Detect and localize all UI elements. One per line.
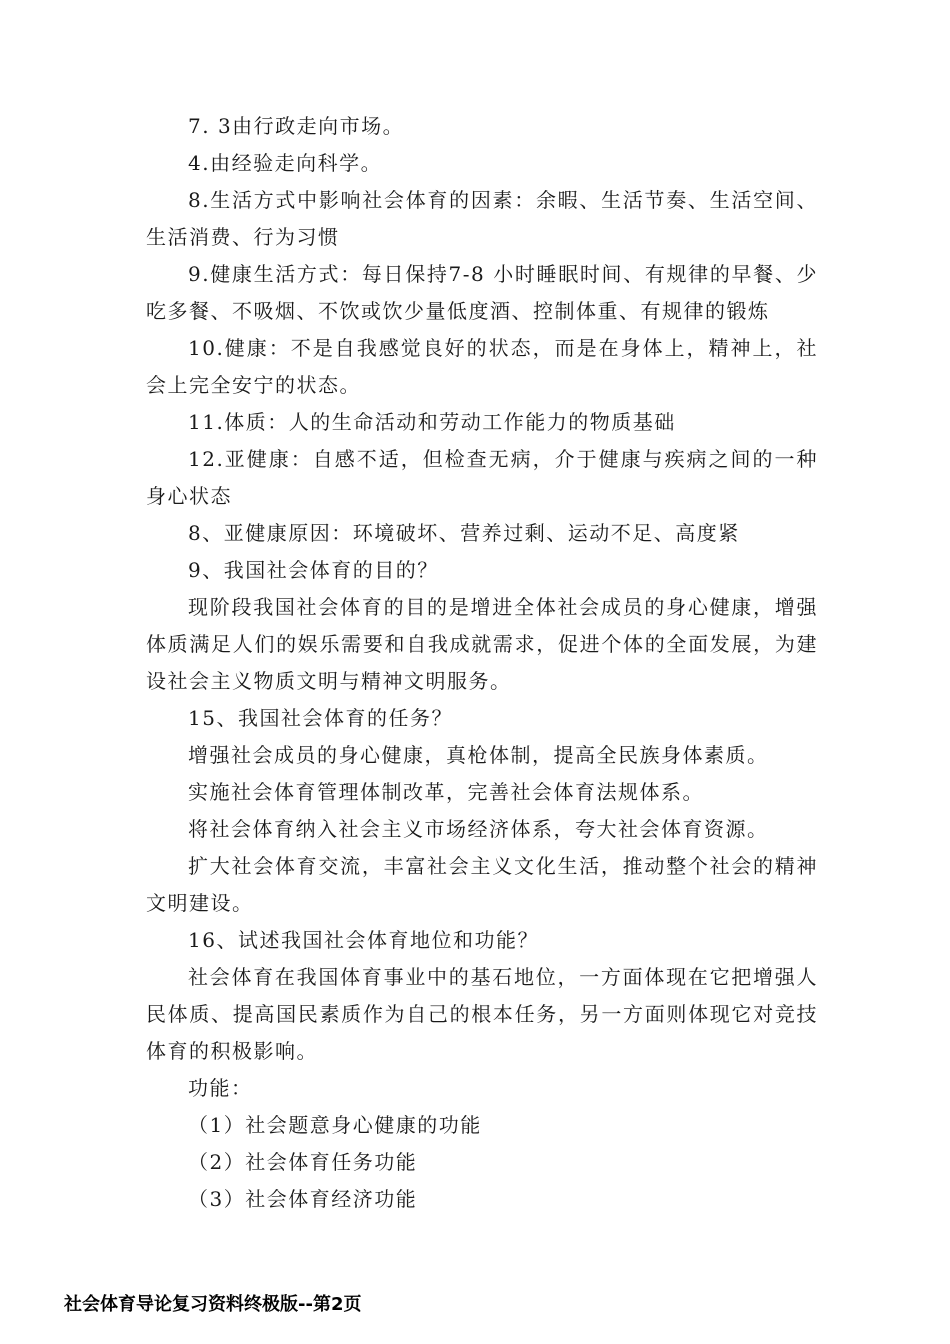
paragraph: （1）社会题意身心健康的功能 xyxy=(188,1113,482,1137)
paragraph: 将社会体育纳入社会主义市场经济体系，夸大社会体育资源。 xyxy=(188,817,769,841)
page-footer: 社会体育导论复习资料终极版--第2页 xyxy=(64,1294,362,1315)
paragraph: （2）社会体育任务功能 xyxy=(188,1150,418,1174)
paragraph: 8.生活方式中影响社会体育的因素：余暇、生活节奏、生活空间、生活消费、行为习惯 xyxy=(146,188,818,249)
paragraph: 11.体质：人的生命活动和劳动工作能力的物质基础 xyxy=(188,410,676,434)
paragraph: 9.健康生活方式：每日保持7-8 小时睡眠时间、有规律的早餐、少吃多餐、不吸烟、不饮或饮少量低度酒、控制体重、有规律的锻炼 xyxy=(146,262,818,323)
paragraph: 8、亚健康原因：环境破坏、营养过剩、运动不足、高度紧 xyxy=(188,521,740,545)
paragraph: 12.亚健康：自感不适，但检查无病，介于健康与疾病之间的一种身心状态 xyxy=(146,447,818,508)
paragraph: 功能： xyxy=(188,1076,253,1100)
paragraph: 现阶段我国社会体育的目的是增进全体社会成员的身心健康，增强体质满足人们的娱乐需要和自我成就需求，促进个体的全面发展，为建设社会主义物质文明与精神文明服务。 xyxy=(146,595,818,693)
paragraph: 7. 3由行政走向市场。 xyxy=(188,114,405,138)
paragraph: 增强社会成员的身心健康，真枪体制，提高全民族身体素质。 xyxy=(188,743,769,767)
paragraph: 实施社会体育管理体制改革，完善社会体育法规体系。 xyxy=(188,780,704,804)
paragraph: （3）社会体育经济功能 xyxy=(188,1187,418,1211)
paragraph: 扩大社会体育交流，丰富社会主义文化生活，推动整个社会的精神文明建设。 xyxy=(146,854,818,915)
paragraph: 16、试述我国社会体育地位和功能？ xyxy=(188,928,539,952)
paragraph: 4.由经验走向科学。 xyxy=(188,151,383,175)
paragraph: 社会体育在我国体育事业中的基石地位，一方面体现在它把增强人民体质、提高国民素质作为自己的根本任务，另一方面则体现它对竞技体育的积极影响。 xyxy=(146,965,818,1063)
paragraph: 15、我国社会体育的任务？ xyxy=(188,706,453,730)
paragraph: 10.健康：不是自我感觉良好的状态，而是在身体上，精神上，社会上完全安宁的状态。 xyxy=(146,336,818,397)
paragraph: 9、我国社会体育的目的？ xyxy=(188,558,439,582)
document-body xyxy=(146,108,818,1218)
